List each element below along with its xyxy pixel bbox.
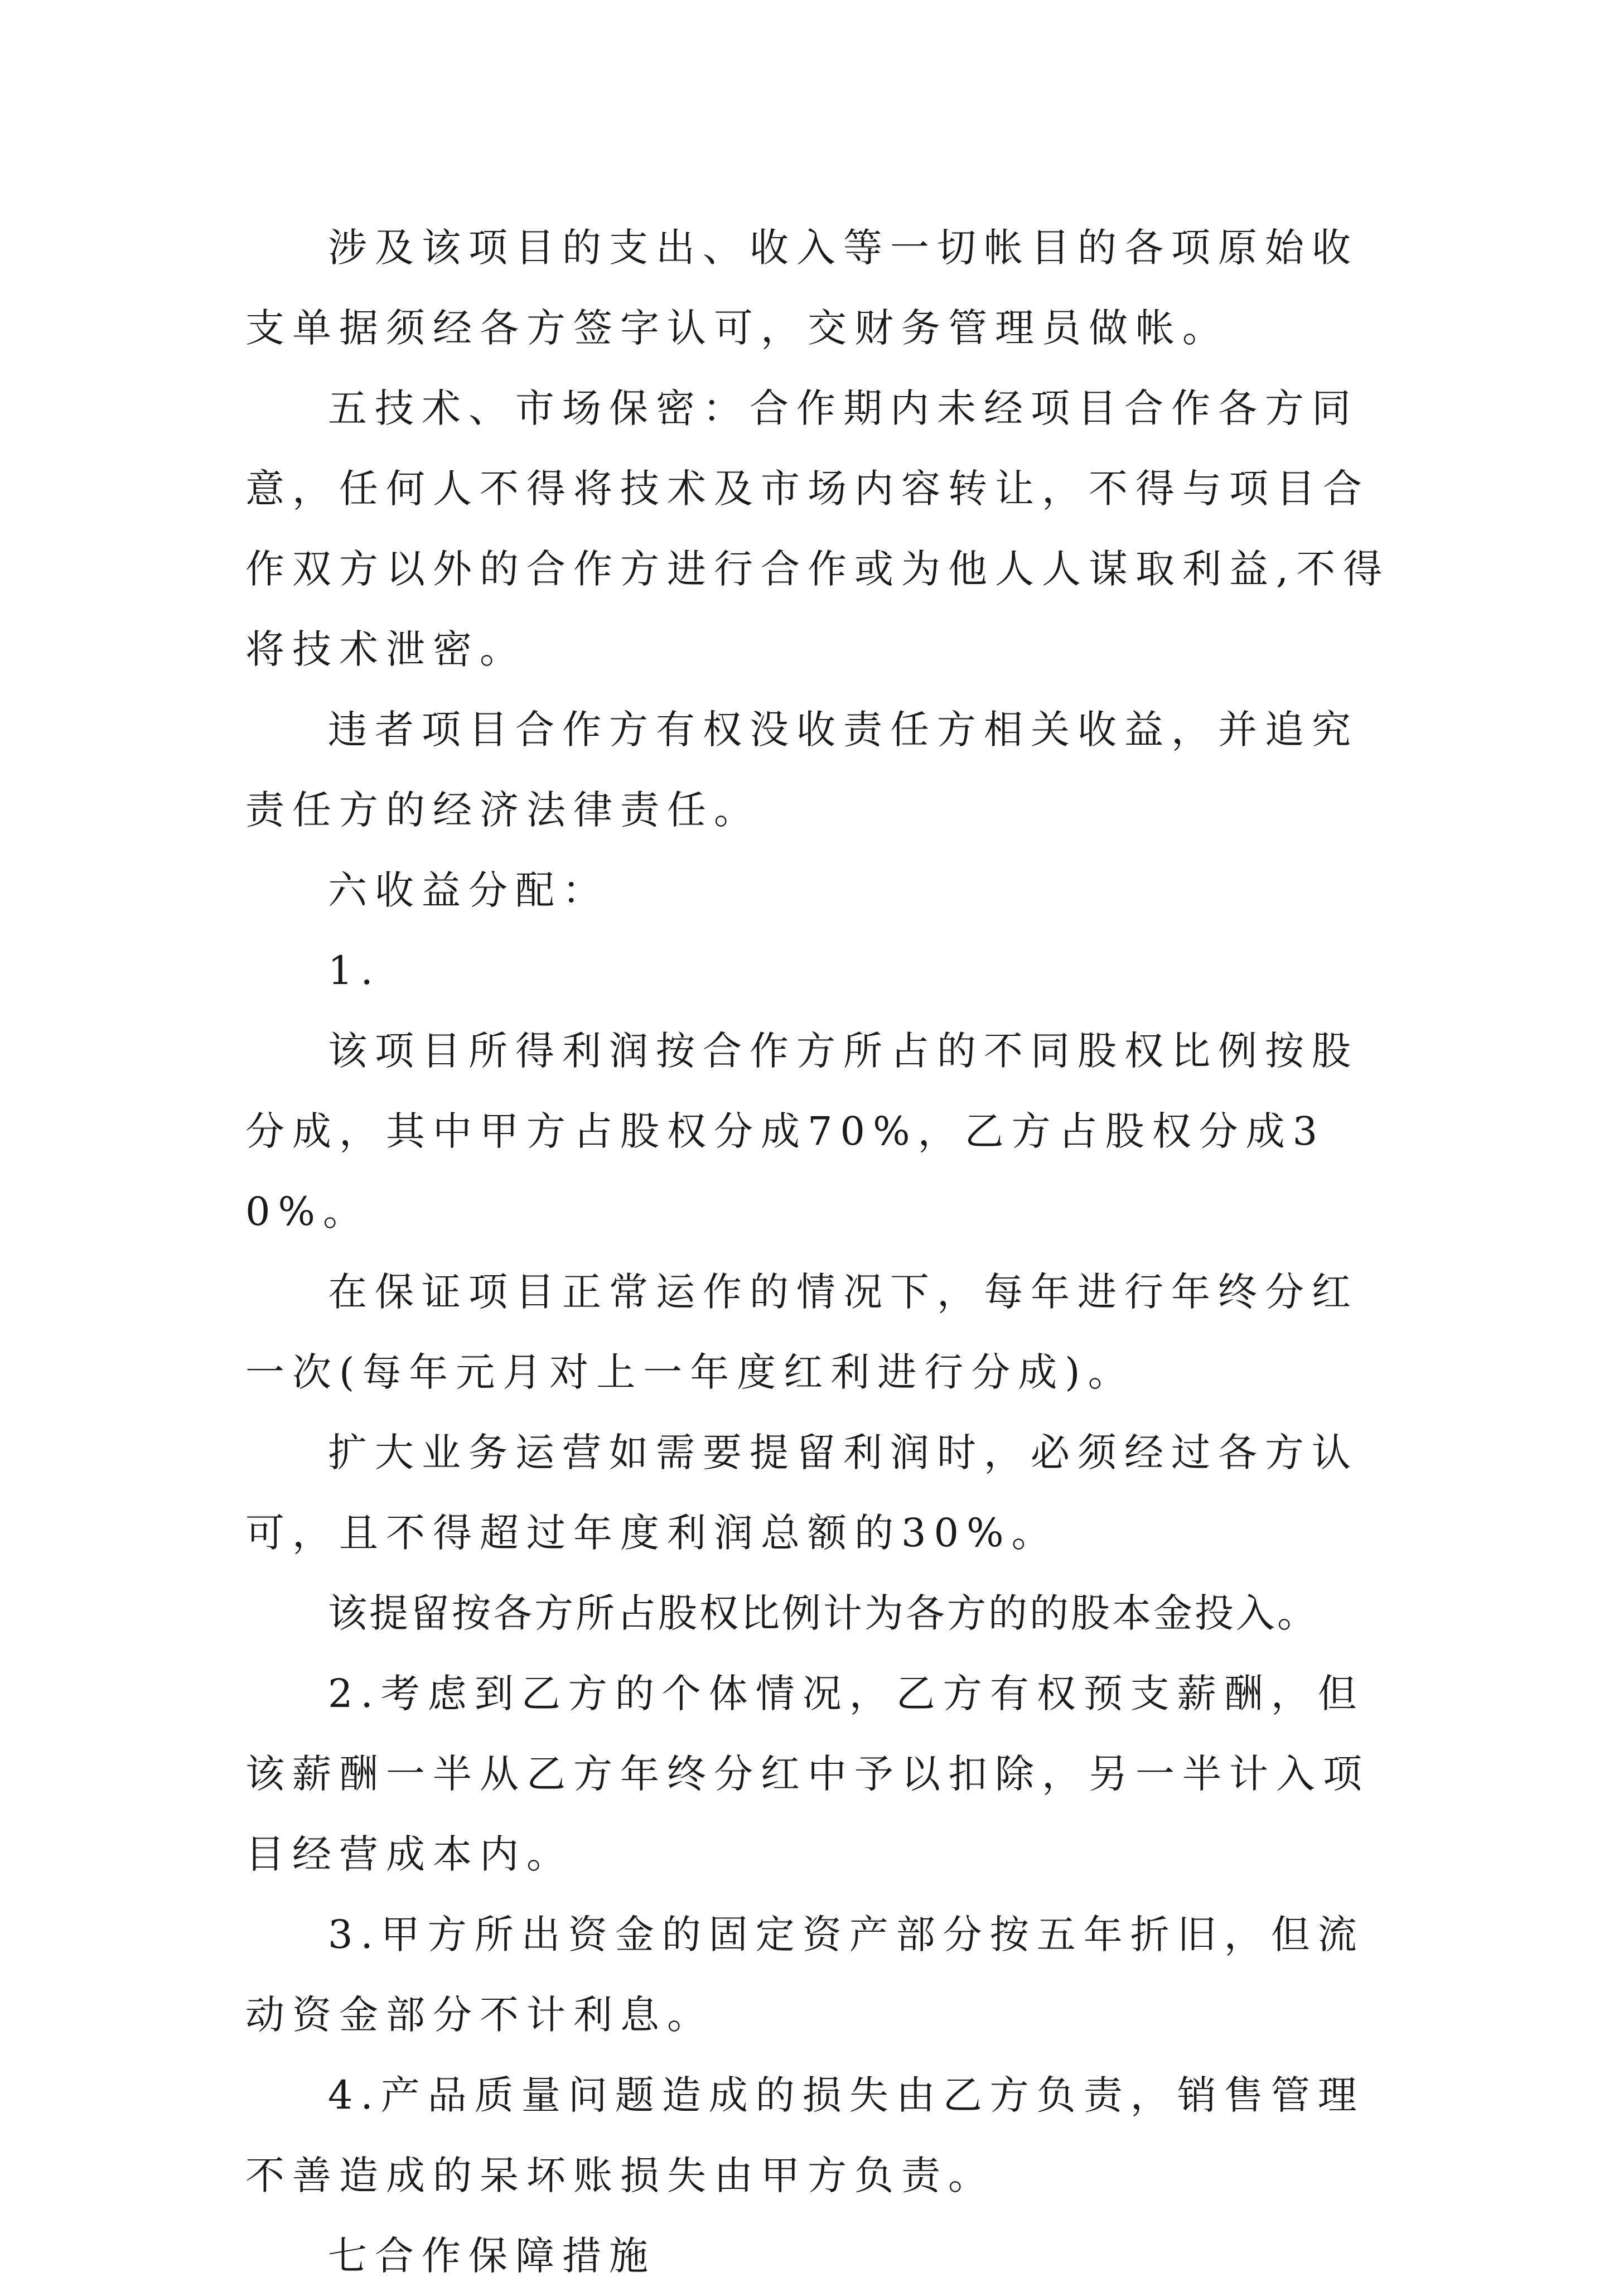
paragraph-violation: 违者项目合作方有权没收责任方相关收益，并追究责任方的经济法律责任。 [245, 707, 1359, 833]
paragraph-profit-share: 该项目所得利润按合作方所占的不同股权比例按股分成，其中甲方占股权分成70%，乙方占股权分成30%。 [245, 1028, 1359, 1234]
paragraph-accounting: 涉及该项目的支出、收入等一切帐目的各项原始收支单据须经各方签字认可，交财务管理员做帐。 [245, 225, 1359, 351]
paragraph-retained-investment: 该提留按各方所占股权比例计为各方的的股本金投入。 [328, 1590, 1318, 1636]
heading-safeguards: 七合作保障措施 [328, 2233, 656, 2279]
list-item-2-salary: 2.考虑到乙方的个体情况，乙方有权预支薪酬，但该薪酬一半从乙方年终分红中予以扣除，另一半计入项目经营成本内。 [245, 1671, 1370, 1877]
list-marker-1: 1. [328, 948, 381, 993]
paragraph-confidentiality: 五技术、市场保密：合作期内未经项目合作各方同意，任何人不得将技术及市场内容转让，不得与项目合作双方以外的合作方进行合作或为他人人谋取利益,不得将技术泄密。 [245, 385, 1390, 672]
paragraph-retained-profit: 扩大业务运营如需要提留利润时，必须经过各方认可，且不得超过年度利润总额的30%。 [245, 1430, 1359, 1556]
list-item-3-depreciation: 3.甲方所出资金的固定资产部分按五年折旧，但流动资金部分不计利息。 [245, 1912, 1365, 2038]
paragraph-annual-dividend: 在保证项目正常运作的情况下，每年进行年终分红一次(每年元月对上一年度红利进行分成)。 [245, 1269, 1359, 1395]
heading-profit-distribution: 六收益分配： [328, 867, 609, 913]
document-body [245, 208, 1400, 2296]
list-item-4-losses: 4.产品质量问题造成的损失由乙方负责，销售管理不善造成的呆坏账损失由甲方负责。 [245, 2072, 1365, 2198]
